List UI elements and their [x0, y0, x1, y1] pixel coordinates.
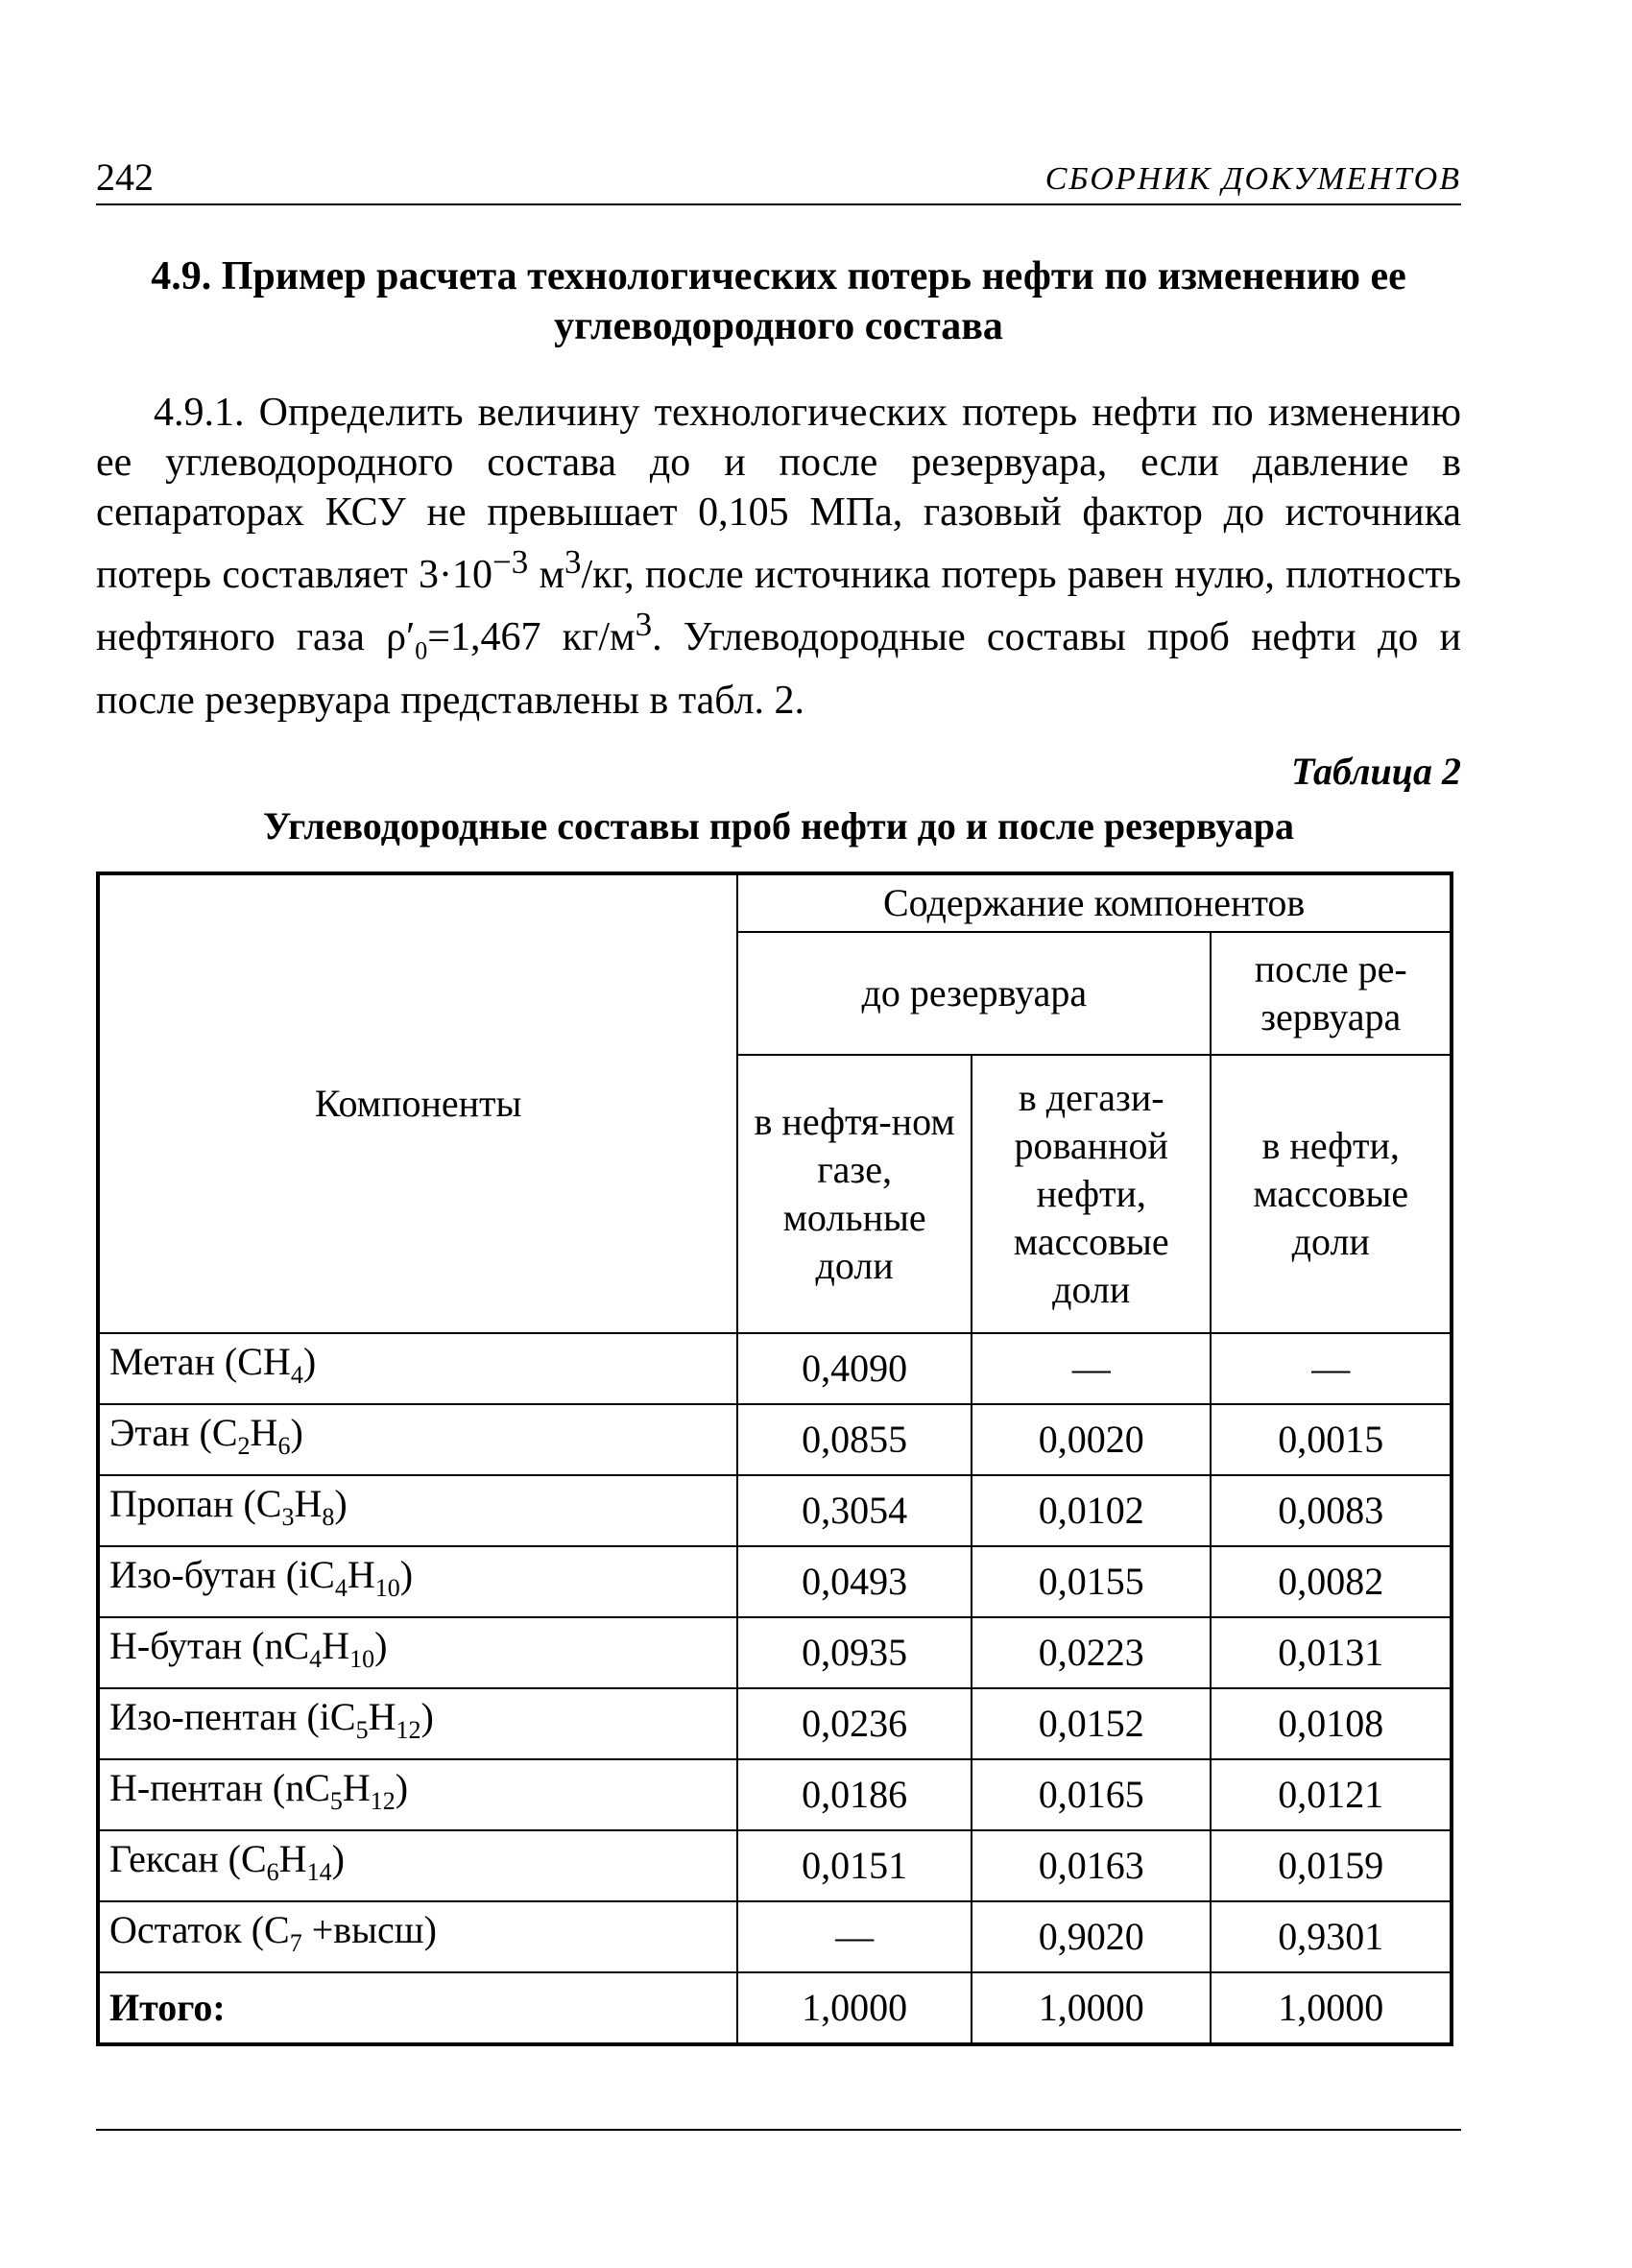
component-name-end: )	[302, 1340, 317, 1384]
degassed-mass-value: 0,0223	[972, 1617, 1212, 1688]
component-name	[98, 1404, 737, 1475]
paragraph-text-5: . Углеводородные составы проб нефти до и после резервуара представлены в табл. 2.	[96, 615, 1461, 724]
formula-subscript-1: 5	[355, 1716, 369, 1745]
table-row	[98, 1546, 1452, 1617]
component-name-end: )	[331, 1837, 345, 1881]
gas-molar-value: 0,0186	[737, 1759, 972, 1830]
table-row	[98, 1617, 1452, 1688]
degassed-mass-value: 0,0155	[972, 1546, 1212, 1617]
header-oil-mass: в нефти, массовые доли	[1211, 1055, 1452, 1333]
after-tank-value: 0,0159	[1211, 1830, 1452, 1901]
formula-subscript-1: 4	[309, 1645, 323, 1674]
component-name-middle: H	[347, 1553, 375, 1597]
composition-table	[96, 871, 1453, 2046]
component-name	[98, 1546, 737, 1617]
formula-subscript-2: 12	[396, 1716, 421, 1745]
formula-subscript-1: 3	[281, 1503, 295, 1532]
running-header	[96, 144, 1461, 205]
degassed-mass-value: 0,0102	[972, 1475, 1212, 1546]
total-gas-molar: 1,0000	[737, 1972, 972, 2044]
after-tank-value: 0,0108	[1211, 1688, 1452, 1759]
after-tank-value: 0,0082	[1211, 1546, 1452, 1617]
density-symbol	[386, 615, 428, 665]
document-page	[96, 144, 1461, 2046]
after-tank-value: 0,0015	[1211, 1404, 1452, 1475]
gas-molar-value: 0,0935	[737, 1617, 972, 1688]
formula-subscript-2: 12	[370, 1787, 396, 1816]
page-number: 242	[96, 155, 154, 199]
paragraph-text-4: =1,467 кг/м	[427, 615, 636, 659]
formula-subscript-2: 10	[349, 1645, 375, 1674]
formula-subscript-1: 5	[329, 1787, 343, 1816]
gas-molar-value: —	[737, 1901, 972, 1972]
component-name-end: )	[399, 1553, 414, 1597]
table-row	[98, 1688, 1452, 1759]
after-tank-value: 0,0121	[1211, 1759, 1452, 1830]
total-label: Итого:	[98, 1972, 737, 2044]
degassed-mass-value: —	[972, 1333, 1212, 1404]
header-degassed-mass: в дегази-рованной нефти, массовые доли	[972, 1055, 1212, 1333]
component-name	[98, 1688, 737, 1759]
component-name-end: )	[423, 1908, 437, 1952]
table-label: Таблица 2	[1291, 750, 1461, 794]
running-title: СБОРНИК ДОКУМЕНТОВ	[1044, 161, 1461, 197]
component-name-text: Пропан (C	[109, 1482, 282, 1526]
table-row	[98, 1830, 1452, 1901]
component-name-text: Изо-бутан (iC	[109, 1553, 335, 1597]
component-name	[98, 1617, 737, 1688]
body-paragraph	[96, 388, 1461, 726]
exponent-3: 3	[635, 606, 653, 643]
component-name-text: Н-бутан (nC	[109, 1624, 310, 1668]
bottom-rule	[96, 2129, 1461, 2131]
paragraph-text-2: м	[528, 553, 565, 597]
component-name-text: Остаток (C	[109, 1908, 290, 1952]
gas-molar-value: 0,4090	[737, 1333, 972, 1404]
gas-molar-value: 0,3054	[737, 1475, 972, 1546]
paragraph-text-3: /кг, после источника потерь равен нулю, плотность нефтяного газа	[96, 553, 1461, 659]
formula-subscript-2: 10	[374, 1574, 400, 1603]
exponent-1: −3	[492, 543, 529, 581]
paragraph-text-1: 4.9.1. Определить величину технологических потерь нефти по изменению ее углеводородного состава до и после резервуара, если давление в сепараторах КСУ не превышает 0,105 МПа, газовый фактор до источника потерь составляет 3·10	[96, 391, 1461, 597]
rho-subscript: 0	[415, 636, 428, 665]
header-gas-molar: в нефтя-ном газе, мольные доли	[737, 1055, 972, 1333]
formula-subscript-1: 6	[266, 1858, 279, 1887]
formula-subscript-1: 2	[237, 1432, 251, 1461]
total-after-tank: 1,0000	[1211, 1972, 1452, 2044]
after-tank-value: 0,0083	[1211, 1475, 1452, 1546]
component-name	[98, 1475, 737, 1546]
component-name-middle: +высш	[301, 1908, 424, 1952]
table-body	[98, 1333, 1452, 2044]
component-name-end: )	[290, 1411, 303, 1455]
table-row	[98, 1759, 1452, 1830]
after-tank-value: —	[1211, 1333, 1452, 1404]
table-caption: Углеводородные составы проб нефти до и после резервуара	[263, 804, 1294, 848]
section-title: 4.9. Пример расчета технологических потерь нефти по изменению ее углеводородного состава	[151, 254, 1406, 348]
table-row	[98, 1901, 1452, 1972]
formula-subscript-2: 14	[306, 1858, 332, 1887]
header-after-tank: после ре-зервуара	[1211, 932, 1452, 1055]
component-name-text: Гексан (C	[109, 1837, 267, 1881]
component-name-middle: H	[322, 1624, 350, 1668]
component-name-end: )	[420, 1695, 434, 1739]
header-content: Содержание компонентов	[737, 873, 1452, 932]
component-name	[98, 1333, 737, 1404]
total-row	[98, 1972, 1452, 2044]
component-name-text: Метан (CH	[109, 1340, 291, 1384]
component-name-end: )	[395, 1766, 409, 1810]
header-before-tank: до резервуара	[737, 932, 1211, 1055]
table-row	[98, 1404, 1452, 1475]
total-degassed-mass: 1,0000	[972, 1972, 1212, 2044]
degassed-mass-value: 0,0152	[972, 1688, 1212, 1759]
degassed-mass-value: 0,0020	[972, 1404, 1212, 1475]
component-name-middle: H	[294, 1482, 323, 1526]
gas-molar-value: 0,0855	[737, 1404, 972, 1475]
component-name-middle: H	[250, 1411, 278, 1455]
component-name-middle: H	[278, 1837, 307, 1881]
degassed-mass-value: 0,0165	[972, 1759, 1212, 1830]
formula-subscript-1: 4	[334, 1574, 348, 1603]
after-tank-value: 0,9301	[1211, 1901, 1452, 1972]
degassed-mass-value: 0,0163	[972, 1830, 1212, 1901]
gas-molar-value: 0,0493	[737, 1546, 972, 1617]
component-name-end: )	[334, 1482, 348, 1526]
component-name-end: )	[374, 1624, 388, 1668]
rho-letter: ρ′	[386, 615, 416, 659]
component-name-text: Этан (C	[109, 1411, 238, 1455]
gas-molar-value: 0,0236	[737, 1688, 972, 1759]
component-name-middle: H	[342, 1766, 371, 1810]
formula-subscript-1: 7	[289, 1929, 302, 1958]
component-name	[98, 1759, 737, 1830]
component-name	[98, 1830, 737, 1901]
degassed-mass-value: 0,9020	[972, 1901, 1212, 1972]
after-tank-value: 0,0131	[1211, 1617, 1452, 1688]
component-name-text: Изо-пентан (iC	[109, 1695, 356, 1739]
table-row	[98, 1475, 1452, 1546]
formula-subscript-2: 6	[277, 1432, 291, 1461]
gas-molar-value: 0,0151	[737, 1830, 972, 1901]
component-name-middle: H	[368, 1695, 396, 1739]
table-row	[98, 1333, 1452, 1404]
exponent-2: 3	[564, 543, 582, 581]
header-components: Компоненты	[98, 873, 737, 1333]
formula-subscript-1: 4	[290, 1361, 303, 1390]
formula-subscript-2: 8	[322, 1503, 335, 1532]
component-name-text: Н-пентан (nC	[109, 1766, 330, 1810]
component-name	[98, 1901, 737, 1972]
